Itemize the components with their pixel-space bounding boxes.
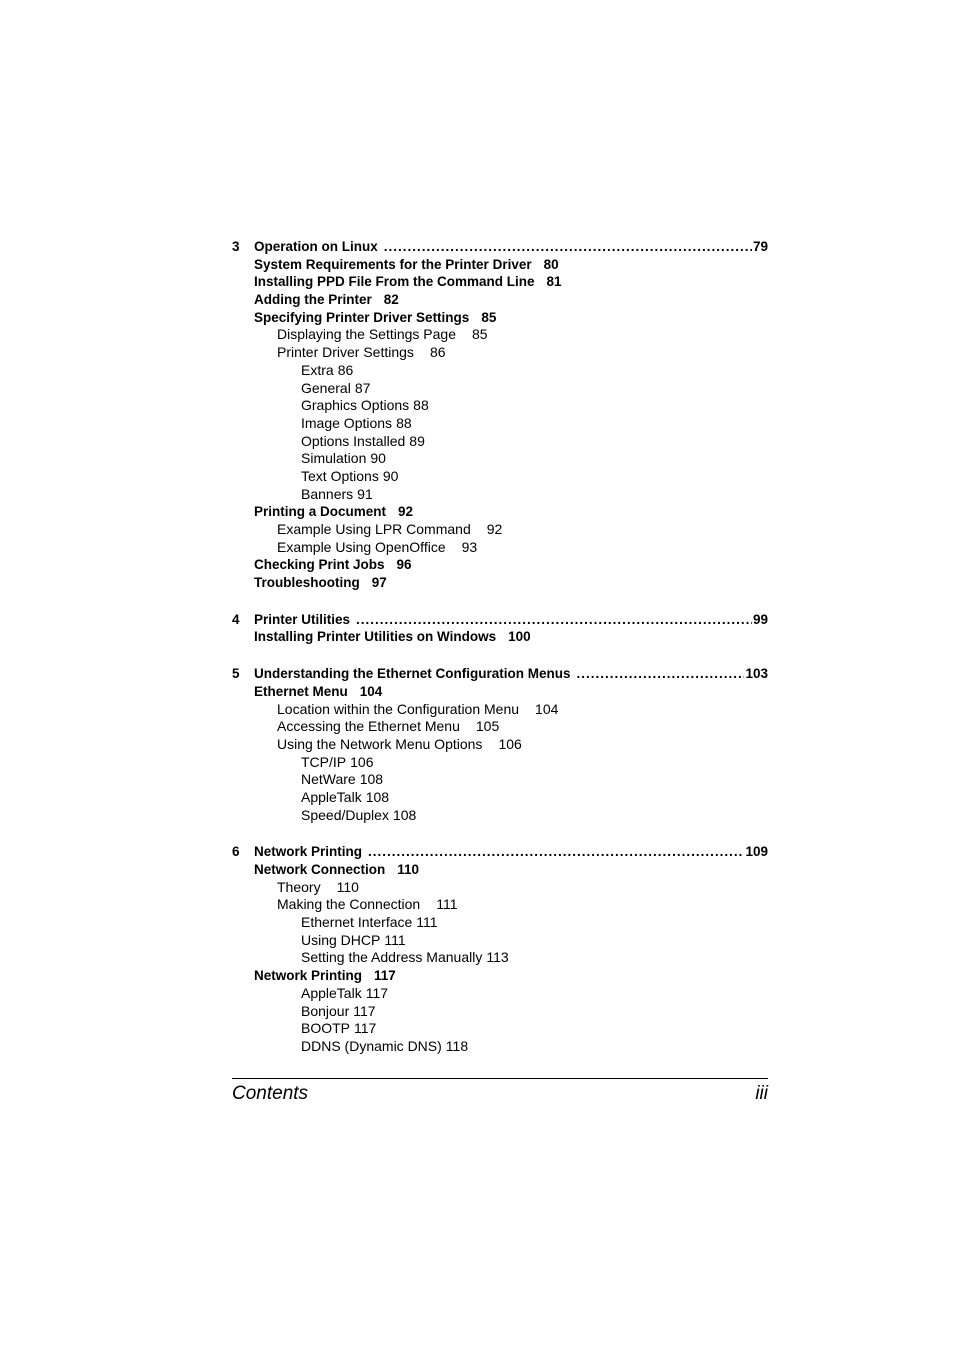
toc-entry-page: 108 bbox=[392, 806, 417, 823]
toc-entry-level-2[interactable] bbox=[232, 344, 768, 362]
toc-entry-title: Troubleshooting bbox=[254, 575, 360, 591]
toc-entry-level-2[interactable] bbox=[232, 879, 768, 897]
toc-chapter-heading[interactable] bbox=[232, 843, 768, 861]
toc-entry-level-1[interactable] bbox=[232, 628, 768, 646]
toc-dot-leader bbox=[356, 611, 752, 629]
toc-entry-page: 113 bbox=[486, 949, 509, 966]
toc-entry-title: Using the Network Menu Options bbox=[277, 735, 483, 752]
toc-entry-page: 104 bbox=[359, 683, 383, 699]
toc-entry-level-3[interactable] bbox=[232, 486, 768, 504]
toc-chapter-page: 99 bbox=[752, 611, 768, 627]
footer-title: Contents bbox=[232, 1083, 309, 1104]
toc-entry-level-3[interactable] bbox=[232, 1038, 768, 1056]
toc-entry-page: 104 bbox=[535, 700, 559, 717]
toc-chapter-heading[interactable] bbox=[232, 238, 768, 256]
toc-entry-page: 117 bbox=[354, 1020, 377, 1037]
toc-entry-level-3[interactable] bbox=[232, 1020, 768, 1038]
toc-entry-level-3[interactable] bbox=[232, 932, 768, 950]
toc-entry-page: 87 bbox=[354, 379, 371, 396]
toc-entry-page: 85 bbox=[481, 309, 497, 325]
toc-entry-page: 92 bbox=[398, 504, 414, 520]
toc-entry-level-3[interactable] bbox=[232, 949, 768, 967]
toc-entry-page: 81 bbox=[546, 274, 562, 290]
toc-entry-title: Graphics Options bbox=[301, 397, 410, 414]
toc-entry-title: Example Using LPR Command bbox=[277, 521, 471, 537]
toc-entry-level-3[interactable] bbox=[232, 468, 768, 486]
toc-entry-page: 90 bbox=[370, 450, 386, 467]
toc-chapter-number: 3 bbox=[232, 239, 240, 254]
toc-entry-title: Printer Driver Settings bbox=[277, 344, 414, 361]
toc-chapter-page: 103 bbox=[745, 666, 768, 682]
page-footer bbox=[232, 1078, 768, 1104]
toc-entry-title: Network Printing bbox=[254, 968, 363, 984]
toc-entry-page: 105 bbox=[475, 718, 500, 735]
toc-entry-page: 118 bbox=[445, 1037, 469, 1054]
toc-entry-title: Setting the Address Manually bbox=[301, 949, 483, 966]
toc-entry-title: Adding the Printer bbox=[254, 292, 372, 308]
toc-entry-page: 93 bbox=[461, 538, 478, 555]
toc-dot-leader bbox=[577, 665, 745, 683]
toc-entry-page: 96 bbox=[396, 557, 412, 573]
toc-entry-level-1[interactable] bbox=[232, 683, 768, 701]
toc-entry-title: AppleTalk bbox=[301, 788, 362, 805]
toc-entry-title: Making the Connection bbox=[277, 896, 421, 913]
toc-entry-level-1[interactable] bbox=[232, 291, 768, 309]
toc-entry-title: Specifying Printer Driver Settings bbox=[254, 309, 470, 325]
toc-entry-level-1[interactable] bbox=[232, 503, 768, 521]
toc-entry-page: 97 bbox=[371, 575, 387, 591]
toc-entry-title: Using DHCP bbox=[301, 931, 381, 948]
toc-entry-page: 106 bbox=[498, 735, 522, 752]
toc-entry-level-2[interactable] bbox=[232, 736, 768, 754]
toc-entry-page: 92 bbox=[486, 521, 503, 537]
toc-entry-level-1[interactable] bbox=[232, 309, 768, 327]
toc-entry-page: 86 bbox=[337, 361, 354, 378]
toc-entry-page: 85 bbox=[472, 326, 488, 343]
toc-chapter-page: 79 bbox=[752, 239, 768, 254]
toc-entry-level-3[interactable] bbox=[232, 1003, 768, 1021]
toc-entry-title: Ethernet Interface bbox=[301, 914, 413, 931]
toc-entry-page: 117 bbox=[353, 1002, 376, 1019]
toc-chapter-page: 109 bbox=[745, 844, 768, 860]
toc-entry-page: 80 bbox=[543, 256, 559, 272]
toc-entry-page: 89 bbox=[409, 432, 425, 449]
toc-entry-page: 106 bbox=[350, 753, 374, 770]
toc-entry-title: Banners bbox=[301, 485, 354, 502]
toc-entry-title: Options Installed bbox=[301, 432, 406, 449]
toc-entry-level-3[interactable] bbox=[232, 771, 768, 789]
toc-entry-page: 110 bbox=[397, 862, 420, 877]
toc-entry-page: 108 bbox=[359, 771, 384, 788]
toc-entry-title: Installing PPD File From the Command Line bbox=[254, 274, 535, 290]
toc-entry-title: Example Using OpenOffice bbox=[277, 538, 446, 555]
toc-entry-title: Location within the Configuration Menu bbox=[277, 700, 520, 717]
toc-entry-page: 90 bbox=[382, 467, 399, 484]
toc-entry-level-3[interactable] bbox=[232, 985, 768, 1003]
toc-entry-title: Speed/Duplex bbox=[301, 806, 389, 823]
toc-entry-page: 82 bbox=[383, 292, 399, 308]
toc-entry-title: AppleTalk bbox=[301, 984, 362, 1001]
toc-entry-page: 86 bbox=[429, 344, 446, 361]
toc-entry-title: Image Options bbox=[301, 414, 393, 431]
toc-entry-page: 117 bbox=[374, 968, 396, 984]
footer-page-number: iii bbox=[755, 1083, 768, 1104]
toc-entry-page: 91 bbox=[357, 485, 373, 502]
toc-entry-page: 111 bbox=[436, 896, 458, 913]
toc-entry-title: Installing Printer Utilities on Windows bbox=[254, 629, 497, 645]
toc-entry-level-2[interactable] bbox=[232, 718, 768, 736]
toc-entry-title: Extra bbox=[301, 361, 334, 378]
toc-entry-level-2[interactable] bbox=[232, 701, 768, 719]
toc-entry-title: Simulation bbox=[301, 450, 367, 467]
toc-entry-level-3[interactable] bbox=[232, 415, 768, 433]
toc-entry-title: Theory bbox=[277, 878, 321, 895]
toc-chapter-title: Understanding the Ethernet Configuration Menus bbox=[254, 666, 571, 682]
toc-entry-level-3[interactable] bbox=[232, 450, 768, 468]
toc-entry-level-3[interactable] bbox=[232, 433, 768, 451]
toc-entry-title: General bbox=[301, 379, 351, 396]
toc-entry-level-3[interactable] bbox=[232, 362, 768, 380]
toc-entry-level-1[interactable] bbox=[232, 861, 768, 879]
toc-chapter-title: Operation on Linux bbox=[254, 239, 378, 254]
toc-dot-leader bbox=[368, 843, 744, 861]
toc-entry-title: Bonjour bbox=[301, 1002, 350, 1019]
toc-entry-title: Checking Print Jobs bbox=[254, 557, 385, 573]
toc-entry-level-1[interactable] bbox=[232, 967, 768, 985]
toc-entry-level-1[interactable] bbox=[232, 273, 768, 291]
toc-entry-level-2[interactable] bbox=[232, 521, 768, 539]
toc-entry-page: 88 bbox=[396, 414, 412, 431]
toc-chapter bbox=[232, 665, 768, 824]
toc-entry-page: 108 bbox=[365, 788, 390, 805]
toc-dot-leader bbox=[384, 238, 752, 256]
toc-entry-page: 111 bbox=[384, 931, 406, 948]
toc-entry-title: DDNS (Dynamic DNS) bbox=[301, 1037, 442, 1054]
toc-entry-level-2[interactable] bbox=[232, 326, 768, 344]
toc-entry-title: Text Options bbox=[301, 467, 379, 484]
toc-entry-level-2[interactable] bbox=[232, 539, 768, 557]
toc-entry-title: BOOTP bbox=[301, 1020, 351, 1037]
toc-chapter-number: 5 bbox=[232, 666, 240, 682]
toc-entry-level-1[interactable] bbox=[232, 556, 768, 574]
toc-entry-title: Network Connection bbox=[254, 862, 386, 877]
toc-entry-page: 117 bbox=[365, 984, 389, 1001]
toc-entry-title: TCP/IP bbox=[301, 753, 347, 770]
toc-entry-page: 111 bbox=[416, 914, 438, 931]
toc-entry-level-2[interactable] bbox=[232, 896, 768, 914]
table-of-contents bbox=[232, 238, 768, 1075]
toc-entry-page: 110 bbox=[336, 878, 359, 895]
toc-chapter-heading[interactable] bbox=[232, 665, 768, 683]
toc-entry-level-3[interactable] bbox=[232, 807, 768, 825]
toc-entry-level-3[interactable] bbox=[232, 397, 768, 415]
toc-chapter bbox=[232, 238, 768, 592]
toc-entry-level-3[interactable] bbox=[232, 754, 768, 772]
toc-entry-page: 100 bbox=[508, 629, 531, 645]
toc-chapter-number: 4 bbox=[232, 611, 240, 627]
toc-entry-title: Ethernet Menu bbox=[254, 683, 348, 699]
toc-entry-page: 88 bbox=[413, 397, 429, 414]
toc-entry-level-3[interactable] bbox=[232, 789, 768, 807]
toc-entry-level-3[interactable] bbox=[232, 380, 768, 398]
toc-entry-title: NetWare bbox=[301, 771, 356, 788]
toc-entry-level-1[interactable] bbox=[232, 256, 768, 274]
toc-chapter bbox=[232, 611, 768, 646]
toc-chapter-title: Printer Utilities bbox=[254, 611, 351, 627]
toc-entry-title: Accessing the Ethernet Menu bbox=[277, 718, 460, 735]
toc-chapter-heading[interactable] bbox=[232, 611, 768, 629]
toc-entry-level-3[interactable] bbox=[232, 914, 768, 932]
toc-entry-title: Displaying the Settings Page bbox=[277, 326, 456, 343]
toc-entry-title: Printing a Document bbox=[254, 504, 387, 520]
toc-entry-title: System Requirements for the Printer Driver bbox=[254, 256, 532, 272]
toc-chapter-number: 6 bbox=[232, 844, 240, 860]
toc-entry-level-1[interactable] bbox=[232, 574, 768, 592]
toc-chapter bbox=[232, 843, 768, 1055]
toc-chapter-title: Network Printing bbox=[254, 844, 363, 860]
